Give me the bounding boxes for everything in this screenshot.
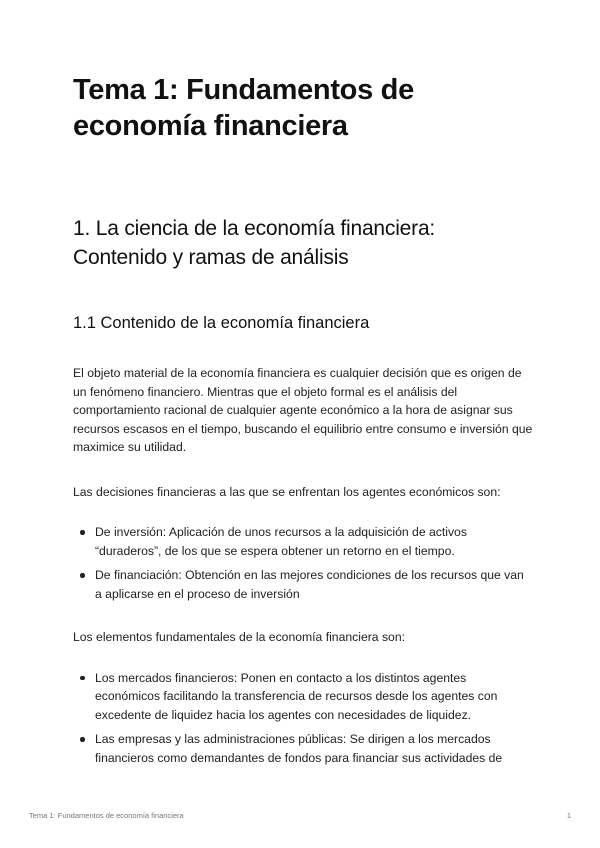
footer-page-number: 1	[566, 811, 571, 820]
list-item-text: Las empresas y las administraciones públicas: Se dirigen a los mercados financieros como demandantes de fondos para financiar sus actividades de	[95, 732, 503, 765]
paragraph-object-definition: El objeto material de la economía financiera es cualquier decisión que es origen de un fenómeno financiero. Mientras que el objeto formal es el análisis del comportamiento racional de cualquier agente económico a la hora de asignar sus recursos escasos en el tiempo, buscando el equilibrio entre consumo e inversión que maximice su utilidad.	[73, 366, 533, 454]
footer-running-title: Tema 1: Fundamentos de economía financiera	[29, 811, 184, 820]
list-item-text: Los mercados financieros: Ponen en contacto a los distintos agentes económicos facilitando la transferencia de recursos desde los agentes con excedente de liquidez hacia los agentes con necesidades de liquidez.	[95, 670, 498, 722]
paragraph-decisions-intro: Las decisiones financieras a las que se enfrentan los agentes económicos son:	[73, 484, 501, 499]
bullet-icon	[80, 530, 85, 535]
bullet-icon	[80, 573, 85, 578]
list-item-text: De inversión: Aplicación de unos recursos a la adquisición de activos “duraderos”, de los que se espera obtener un retorno en el tiempo.	[95, 525, 467, 558]
page-content	[73, 72, 533, 773]
list-item-text: De financiación: Obtención en las mejores condiciones de los recursos que van a aplicarse en el proceso de inversión	[95, 568, 524, 601]
list-item	[95, 566, 533, 603]
document-title: Tema 1: Fundamentos de economía financiera	[73, 74, 414, 142]
section-heading: 1. La ciencia de la economía financiera: Contenido y ramas de análisis	[73, 217, 436, 269]
paragraph-elements-intro: Los elementos fundamentales de la economía financiera son:	[73, 630, 405, 644]
list-item	[95, 730, 533, 767]
list-item	[95, 669, 533, 725]
subsection-heading: 1.1 Contenido de la economía financiera	[73, 314, 370, 332]
decisions-list	[73, 523, 533, 603]
bullet-icon	[80, 676, 85, 681]
bullet-icon	[80, 737, 85, 742]
elements-list	[73, 669, 533, 768]
list-item	[95, 523, 533, 560]
